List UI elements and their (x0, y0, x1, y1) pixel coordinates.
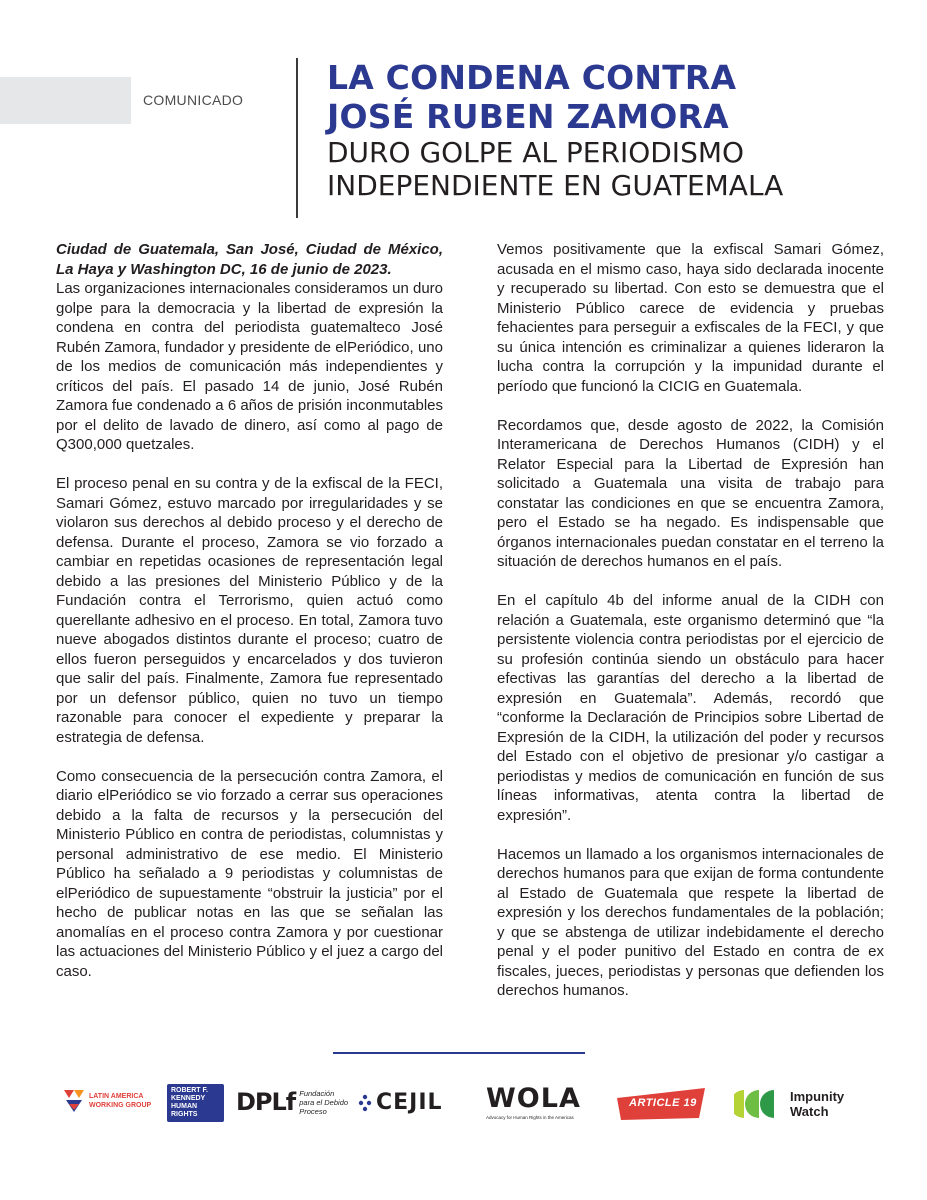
impunity-line-2: Watch (790, 1104, 829, 1119)
right-column (497, 240, 884, 1020)
rfk-line-2: KENNEDY (171, 1095, 206, 1102)
lawg-line-1: LATIN AMERICA (89, 1093, 144, 1100)
paragraph-7: Hacemos un llamado a los organismos internacionales de derechos humanos para que exijan de forma contundente al Estado de Guatemala que respete la libertad de expresión y los derechos fundamentales de la población; y que se abstenga de utilizar indebidamente el derecho penal y el poder punitivo del Estado en contra de ex fiscales, jueces, periodistas y personas que defienden los derechos humanos. (497, 845, 884, 999)
cejil-logo (358, 1090, 443, 1115)
lawg-logo (62, 1088, 151, 1114)
lawg-mark-icon (62, 1088, 86, 1114)
paragraph-6: En el capítulo 4b del informe anual de la CIDH con relación a Guatemala, este organismo determinó que “la persistente violencia contra periodistas por el ejercicio de su profesión continúa siendo un obstáculo para hacer efectivas las garantías del derecho a la libertad de expresión en Guatemala”. Además, recordó que “conforme la Declaración de Principios sobre Libertad de Expresión de la CIDH, la utilización del poder y recursos del Estado con el objetivo de presionar y/o castigar a periodistas y medios de comunicación en función de sus líneas informativas, atenta contra la libertad de expresión”. (497, 592, 884, 824)
dplf-wordmark: DPLf (236, 1088, 296, 1116)
paragraph-2: El proceso penal en su contra y de la exfiscal de la FECI, Samari Gómez, estuvo marcado por irregularidades y se violaron sus derechos al debido proceso y el derecho de defensa. Durante el proceso, Zamora se vio forzado a cambiar en repetidas ocasiones de representación legal debido a las presiones del Ministerio Público y de la Fundación contra el Terrorismo, quien actuó como querellante adhesivo en el proceso. En total, Zamora tuvo nueve abogados distintos durante el proceso; cuatro de ellos fueron perseguidos y encarcelados y dos tuvieron que salir del país. Finalmente, Zamora fue representado por un defensor público, quien no tuvo un tiempo razonable para conocer el expediente y preparar la estrategia de defensa. (56, 475, 443, 746)
paragraph-3: Como consecuencia de la persecución contra Zamora, el diario elPeriódico se vio forzado a cerrar sus operaciones debido a la falta de recursos y la persecución del Ministerio Público en contra de periodistas, columnistas y personal administrativo de ese medio. El Ministerio Público ha señalado a 9 periodistas y columnistas de elPeriódico de supuestamente “obstruir la justicia” por el hecho de publicar notas en las que se señalan las anomalías en el proceso contra Zamora y por cuestionar las actuaciones del Ministerio Público y el juez a cargo del caso. (56, 767, 443, 980)
paragraph-1 (56, 240, 443, 455)
wola-logo (486, 1084, 581, 1120)
rfk-line-3: HUMAN (171, 1103, 198, 1110)
subtitle-line-2: INDEPENDIENTE EN GUATEMALA (327, 169, 784, 202)
rfk-line-1: ROBERT F. (171, 1087, 208, 1094)
article19-wordmark: ARTICLE 19 (629, 1097, 697, 1109)
dplf-logo (236, 1088, 348, 1116)
dplf-line-2: para el Debido (299, 1097, 349, 1107)
title-line-2: JOSÉ RUBEN ZAMORA (327, 97, 729, 136)
dateline: Ciudad de Guatemala, San José, Ciudad de México, La Haya y Washington DC, 16 de junio de 2023. (56, 241, 443, 278)
wola-tagline: Advocacy for Human Rights in the Americas (486, 1115, 574, 1120)
article19-logo (617, 1088, 705, 1120)
impunity-watch-logo (734, 1088, 844, 1120)
footer-divider (333, 1052, 585, 1054)
dplf-line-3: Proceso (299, 1106, 327, 1116)
cejil-mark-icon (358, 1094, 372, 1112)
cejil-wordmark: CEJIL (376, 1090, 443, 1115)
lawg-line-2: WORKING GROUP (89, 1102, 152, 1109)
rfk-line-4: RIGHTS (171, 1111, 198, 1118)
wola-wordmark: WOLA (486, 1083, 581, 1114)
paragraph-5: Recordamos que, desde agosto de 2022, la Comisión Interamericana de Derechos Humanos (CIDH) y el Relator Especial para la Libertad de Expresión han solicitado a Guatemala una visita de trabajo para constatar las condiciones en que se encuentra Zamora, pero el Estado se ha negado. Es indispensable que órganos internacionales puedan constatar en el terreno la situación de derechos humanos en el país. (497, 416, 884, 570)
left-column (56, 240, 443, 1001)
subtitle-line-1: DURO GOLPE AL PERIODISMO (327, 136, 745, 169)
paragraph-1-text: Las organizaciones internacionales consideramos un duro golpe para la democracia y la libertad de expresión la condena en contra del periodista guatemalteco José Rubén Zamora, fundador y presidente de elPeriódico, uno de los medios de comunicación más independientes y críticos del país. El pasado 14 de junio, José Rubén Zamora fue condenado a 6 años de prisión inconmutables por el delito de lavado de dinero, así como al pago de Q300,000 quetzales. (56, 280, 443, 453)
dplf-line-1: Fundación (299, 1088, 335, 1098)
page-title (327, 58, 907, 202)
rfk-logo (167, 1084, 224, 1122)
paragraph-4: Vemos positivamente que la exfiscal Samari Gómez, acusada en el mismo caso, haya sido declarada inocente y recuperado su libertad. Con esto se demuestra que el Ministerio Público carece de evidencia y pruebas fehacientes para perseguir a exfiscales de la FECI, y que su única intención es criminalizar a quienes lideraron la lucha contra la corrupción y la impunidad durante el período que funcionó la CICIG en Guatemala. (497, 241, 884, 395)
title-line-1: LA CONDENA CONTRA (327, 58, 737, 97)
logo-strip (0, 1078, 927, 1138)
impunity-line-1: Impunity (790, 1089, 845, 1104)
impunity-watch-mark-icon (734, 1088, 784, 1120)
comunicado-label: COMUNICADO (143, 92, 244, 108)
header-divider (296, 58, 298, 218)
comunicado-tag-box (0, 77, 131, 124)
